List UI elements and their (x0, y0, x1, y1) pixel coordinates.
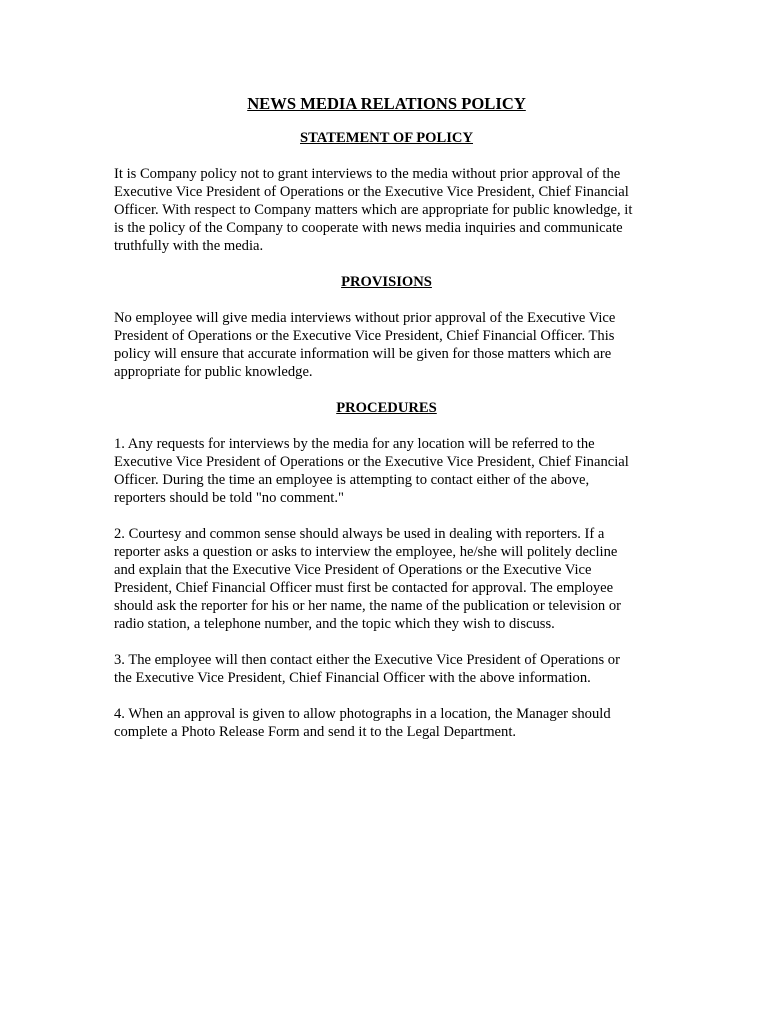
document-title: NEWS MEDIA RELATIONS POLICY (247, 94, 526, 113)
statement-of-policy-paragraph: It is Company policy not to grant interviews to the media without prior approval of the Executive Vice President of Operations or the Executive Vice President, Chief Financial Officer. With respect to Company matters which are appropriate for public knowledge, it is the policy of the Company to cooperate with news media inquiries and communicate truthfully with the media. (114, 166, 633, 254)
procedures-heading: PROCEDURES (336, 400, 437, 416)
statement-of-policy-heading: STATEMENT OF POLICY (300, 130, 473, 146)
procedure-item-4: 4. When an approval is given to allow photographs in a location, the Manager should complete a Photo Release Form and send it to the Legal Department. (114, 706, 611, 740)
procedure-item-3: 3. The employee will then contact either the Executive Vice President of Operations or the Executive Vice President, Chief Financial Officer with the above information. (114, 652, 620, 686)
procedure-item-1: 1. Any requests for interviews by the media for any location will be referred to the Executive Vice President of Operations or the Executive Vice President, Chief Financial Officer. During the time an employee is attempting to contact either of the above, reporters should be told "no comment." (114, 436, 629, 506)
procedure-item-2: 2. Courtesy and common sense should always be used in dealing with reporters. If a reporter asks a question or asks to interview the employee, he/she will politely decline and explain that the Executive Vice President of Operations or the Executive Vice President, Chief Financial Officer must first be contacted for approval. The employee should ask the reporter for his or her name, the name of the publication or television or radio station, a telephone number, and the topic which they wish to discuss. (114, 526, 621, 632)
provisions-heading: PROVISIONS (341, 274, 432, 290)
document-body (114, 93, 659, 759)
provisions-paragraph: No employee will give media interviews without prior approval of the Executive Vice President of Operations or the Executive Vice President, Chief Financial Officer. This policy will ensure that accurate information will be given for those matters which are appropriate for public knowledge. (114, 310, 616, 380)
